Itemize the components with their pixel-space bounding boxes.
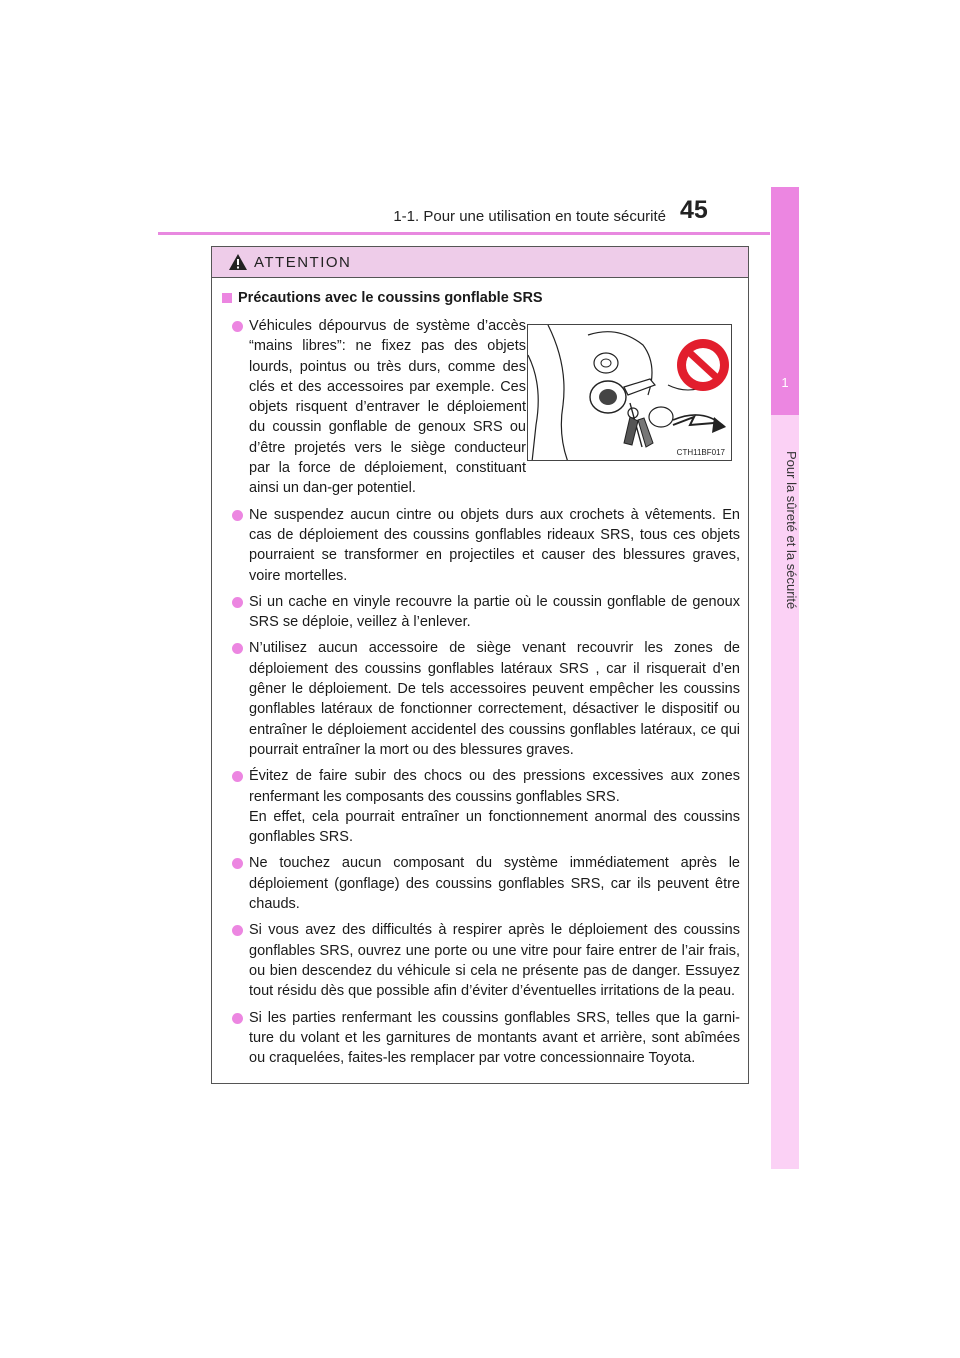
warning-header: [212, 247, 748, 278]
bullet-dot-icon: [232, 321, 243, 332]
bullet-dot-icon: [232, 510, 243, 521]
warning-item-text: N’utilisez aucun accessoire de siège venant recouvrir les zones de déploiement des coussins gonflables latéraux SRS , car il risquerait d’en gêner le déploiement. De tels accessoires peuvent empêcher les coussins gonflables latéraux de fonctionner correctement, désactiver le dispositif ou entraîner le déploiement accidentel des coussins gonflables latéraux, ce qui pourrait entraîner la mort ou des blessures graves.: [249, 640, 740, 758]
warning-item: [230, 592, 740, 633]
warning-item: [230, 505, 740, 586]
warning-item: [230, 1008, 740, 1069]
warning-item-text: Ne touchez aucun composant du système immédiatement après le déploiement (gonflage) des coussins gonflables SRS, car ils peuvent être chauds.: [249, 855, 740, 913]
warning-item-continuation: En effet, cela pourrait entraîner un fonctionnement anormal des coussins gonflables SRS.: [249, 808, 740, 846]
warning-item-text: Si vous avez des difficultés à respirer après le déploiement des coussins gonflables SRS, ouvrez une porte ou une vitre pour faire entrer de l’air frais, ou bien descendez du véhicule si cela ne présente pas de danger. Essuyez tout résidu dès que possible afin d’éviter d’éventuelles irritations de la peau.: [249, 922, 740, 1000]
bullet-dot-icon: [232, 771, 243, 782]
running-header-section: 1-1. Pour une utilisation en toute sécurité: [393, 208, 666, 225]
section-title: [222, 290, 740, 306]
warning-item: [230, 853, 740, 914]
warning-item-text: Si les parties renfermant les coussins gonflables SRS, telles que la garni-ture du volant et les garnitures de montants avant et arrière, sont abîmées ou craquelées, faites-les remplacer par votre concessionnaire Toyota.: [249, 1009, 740, 1067]
bullet-dot-icon: [232, 643, 243, 654]
warning-triangle-icon: [228, 253, 248, 271]
warning-item-text: Véhicules dépourvus de système d’accès “mains libres”: ne fixez pas des objets lourds, pointus ou très durs, comme des clés et des accessoires par exemple. Ces objets risquent d’entraver le déploiement du coussin gonflable de genoux SRS ou d’être projetés vers le siège conducteur par la force de déploiement, constituant ainsi un dan-ger potentiel.: [249, 318, 526, 497]
chapter-number: 1: [781, 375, 789, 390]
page-number: 45: [680, 196, 708, 224]
bullet-dot-icon: [232, 925, 243, 936]
bullet-dot-icon: [232, 858, 243, 869]
key-ring-illustration: [527, 324, 732, 461]
section-title-text: Précautions avec le coussins gonflable SRS: [238, 290, 543, 306]
bullet-dot-icon: [232, 597, 243, 608]
warning-label: ATTENTION: [254, 253, 352, 271]
image-code: CTH11BF017: [676, 448, 725, 457]
warning-item-text: Si un cache en vinyle recouvre la partie où le coussin gonflable de genoux SRS se déploie, veillez à l’enlever.: [249, 593, 740, 631]
warning-item: [230, 638, 740, 760]
warning-item-text: Évitez de faire subir des chocs ou des pressions excessives aux zones renfermant les composants des coussins gonflables SRS.: [249, 768, 740, 805]
warning-item: [230, 766, 740, 847]
bullet-dot-icon: [232, 1013, 243, 1024]
warning-item: [230, 316, 526, 499]
warning-item: [230, 920, 740, 1001]
warning-body: [212, 278, 748, 1068]
warning-box: [211, 246, 749, 1084]
warning-item-text: Ne suspendez aucun cintre ou objets durs aux crochets à vêtements. En cas de déploiement des coussins gonflables rideaux SRS, tous ces objets pourraient se transformer en projectiles et causer des blessures graves, voire mortelles.: [249, 506, 740, 584]
key-ring-drawing: [528, 325, 732, 461]
chapter-title: Pour la sûreté et la sécurité: [784, 450, 799, 610]
square-bullet-icon: [222, 293, 232, 303]
header-divider: [158, 232, 770, 235]
